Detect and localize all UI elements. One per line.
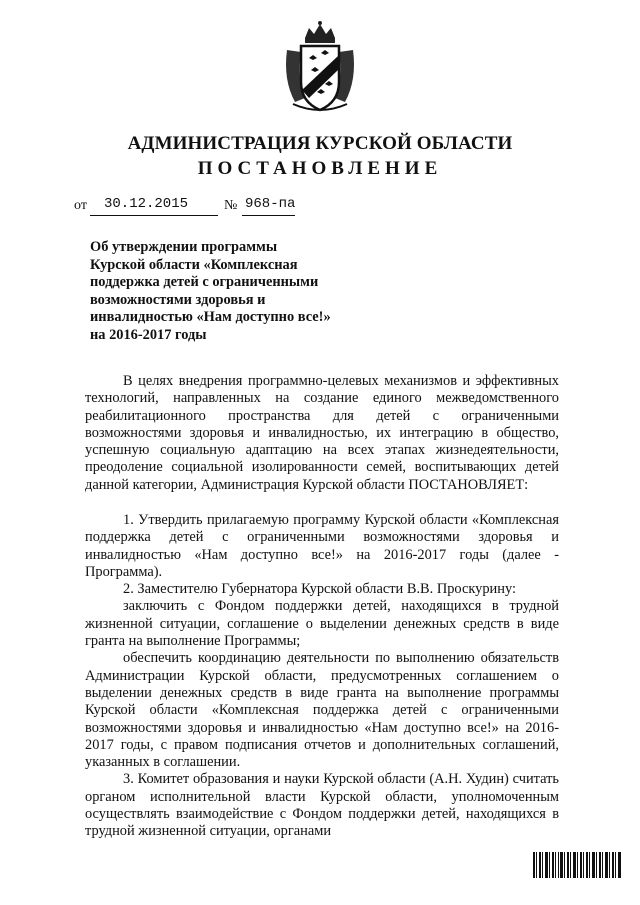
title-line: на 2016-2017 годы xyxy=(90,326,207,343)
coat-of-arms-icon xyxy=(275,20,365,115)
title-line: поддержка детей с ограниченными xyxy=(90,274,319,291)
title-line: Об утверждении программы xyxy=(90,239,278,255)
decree-item-1: 1. Утвердить прилагаемую программу Курской области «Комплексная поддержка детей с ограниченными возможностями здоровья и инвалидностью «Нам доступно все!» на 2016-2017 годы (далее - Программа). xyxy=(85,512,559,580)
decree-item-2a: заключить с Фондом поддержки детей, находящихся в трудной жизненной ситуации, соглашение о выделении денежных средств в виде гранта на выполнение Программы; xyxy=(85,598,559,650)
title-line: инвалидностью «Нам доступно все!» xyxy=(90,309,331,326)
preamble xyxy=(85,373,559,494)
number-label: № xyxy=(224,198,238,213)
decree-item-3: 3. Комитет образования и науки Курской области (А.Н. Худин) считать органом исполнительной власти Курской области, уполномоченным осуществлять взаимодействие с Фондом поддержки детей, находящихся в трудной жизненной ситуации, органами xyxy=(85,771,559,840)
document-type: ПОСТАНОВЛЕНИЕ xyxy=(197,158,443,179)
organization-name: АДМИНИСТРАЦИЯ КУРСКОЙ ОБЛАСТИ xyxy=(127,133,513,154)
decree-item-2b: обеспечить координацию деятельности по выполнению обязательств Администрации Курской области, предусмотренных соглашением о выделении денежных средств в виде гранта на выполнение программы Курской области «Комплексная поддержка детей с ограниченными возможностями здоровья и инвалидностью «Нам доступно все!» на 2016-2017 годы, с правом подписания отчетов и дополнительных соглашений, указанных в соглашении. xyxy=(85,650,559,771)
decree-items xyxy=(85,512,559,841)
decree-item-2: 2. Заместителю Губернатора Курской области В.В. Проскурину: xyxy=(123,581,516,598)
document-date: 30.12.2015 xyxy=(104,196,189,212)
document-title xyxy=(90,239,342,345)
title-line: возможностями здоровья и xyxy=(90,291,266,308)
title-line: Курской области «Комплексная xyxy=(90,256,298,273)
barcode-icon xyxy=(533,852,621,878)
date-label: от xyxy=(74,198,87,213)
preamble-text: В целях внедрения программно-целевых механизмов и эффективных технологий, направленных на создание единого межведомственного реабилитационного пространства для детей с ограниченными возможностями здоровья и инвалидностью, их интеграцию в общество, успешную социальную адаптацию на всех этапах жизнедеятельности, преодоление социальной изолированности семей, воспитывающих детей данной категории, Администрация Курской области ПОСТАНОВЛЯЕТ: xyxy=(85,373,559,493)
document-number: 968-па xyxy=(245,196,296,212)
